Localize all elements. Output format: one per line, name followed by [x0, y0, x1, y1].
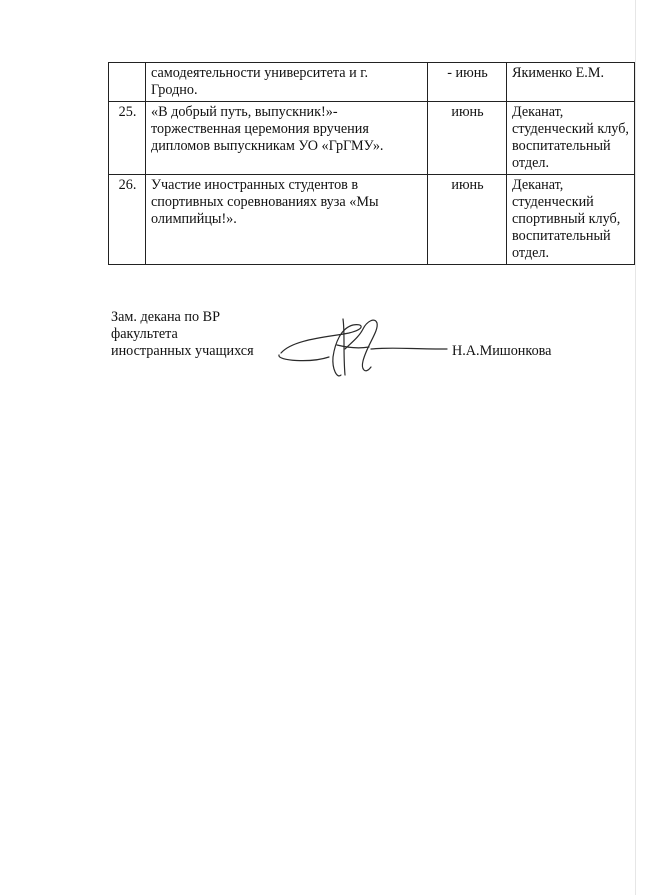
date-text: июнь [451, 177, 484, 193]
date-text: - июнь [447, 65, 488, 81]
event-cell [146, 63, 428, 102]
signature-block [111, 309, 591, 389]
row-number [109, 63, 146, 102]
responsible-cell [507, 175, 635, 265]
table-row [109, 63, 635, 102]
signatory-title: Зам. декана по ВР факультета иностранных учащихся [111, 309, 254, 359]
responsible-cell [507, 102, 635, 175]
events-table [108, 62, 635, 265]
row-number [109, 175, 146, 265]
responsible-text: Деканат, студенческий клуб, воспитательный отдел. [512, 104, 629, 171]
date-cell [428, 175, 507, 265]
date-cell [428, 102, 507, 175]
date-cell [428, 63, 507, 102]
row-number-text: 25. [118, 104, 137, 120]
event-cell [146, 102, 428, 175]
event-text: Участие иностранных студентов в спортивных соревнованиях вуза «Мы олимпийцы!». [151, 177, 379, 227]
row-number-text: 26. [118, 177, 137, 193]
signatory-name: Н.А.Мишонкова [452, 343, 552, 359]
event-text: «В добрый путь, выпускник!»- торжественная церемония вручения дипломов выпускникам УО «ГрГМУ». [151, 104, 384, 154]
responsible-text: Деканат, студенческий спортивный клуб, воспитательный отдел. [512, 177, 621, 261]
table-row [109, 102, 635, 175]
responsible-cell [507, 63, 635, 102]
handwritten-signature-icon [271, 309, 451, 384]
event-text: самодеятельности университета и г. Гродно. [151, 65, 368, 98]
responsible-text: Якименко Е.М. [512, 65, 605, 81]
event-cell [146, 175, 428, 265]
table-row [109, 175, 635, 265]
row-number [109, 102, 146, 175]
date-text: июнь [451, 104, 484, 120]
scan-edge-line [635, 0, 636, 895]
